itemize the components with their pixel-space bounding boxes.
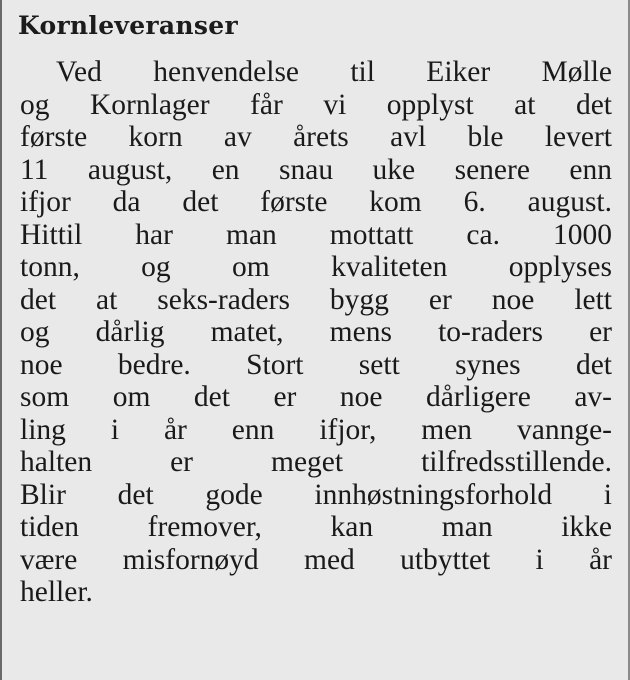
article-line: noe bedre. Stort sett synes det bbox=[20, 348, 612, 381]
article-line: det at seks-raders bygg er noe lett bbox=[20, 283, 612, 316]
article-headline: Kornleveranser bbox=[18, 11, 238, 40]
article-line: tonn, og om kvaliteten opplyses bbox=[20, 251, 612, 283]
article-line: være misfornøyd med utbyttet i år bbox=[20, 543, 612, 576]
article-line: Ved henvendelse til Eiker Mølle bbox=[56, 56, 612, 88]
article-line: halten er meget tilfredsstillende. bbox=[20, 446, 612, 478]
article-line: tiden fremover, kan man ikke bbox=[20, 511, 612, 543]
article-line: Hittil har man mottatt ca. 1000 bbox=[20, 218, 612, 251]
article-line: 11 august, en snau uke senere enn bbox=[20, 153, 612, 186]
article-line: ling i år enn ifjor, men vannge- bbox=[20, 413, 612, 446]
article-line: heller. bbox=[20, 576, 93, 608]
article-line: første korn av årets avl ble levert bbox=[20, 121, 612, 153]
article-line: som om det er noe dårligere av- bbox=[20, 381, 612, 413]
article-line: ifjor da det første kom 6. august. bbox=[20, 186, 612, 218]
article-line: og Kornlager får vi opplyst at det bbox=[20, 88, 612, 121]
article-body bbox=[20, 56, 612, 609]
article-line: Blir det gode innhøstningsforhold i bbox=[20, 478, 612, 511]
article-line: og dårlig matet, mens to-raders er bbox=[20, 316, 612, 348]
